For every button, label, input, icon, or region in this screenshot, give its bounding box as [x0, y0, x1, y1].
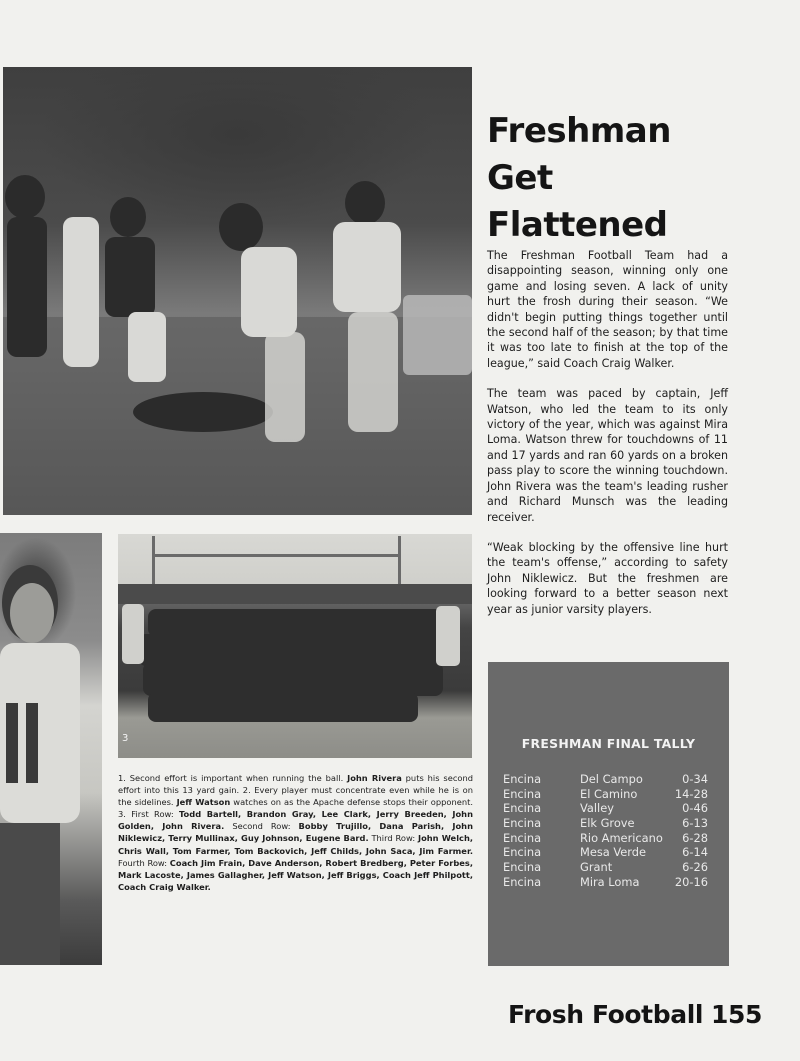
story-paragraph-2: The team was paced by captain, Jeff Watson, who led the team to its only victory of the year, which was against Mira Loma. Watson threw for touchdowns of 11 and 17 yards and ran 60 yards on a broken pass play to score the winning touchdown. John Rivera was the team's leading rusher and Richard Munsch was the leading receiver.	[487, 387, 728, 524]
action-photo-figures	[3, 67, 472, 515]
tally-home: Encina	[503, 860, 542, 875]
final-tally-box	[488, 662, 729, 966]
caption-text: Fourth Row:	[118, 857, 170, 868]
story-paragraph-1: The Freshman Football Team had a disappointing season, winning only one game and losing seven. A lack of unity hurt the frosh during their season. “We didn't begin putting things together until the second half of the season; by that time it was too late to finish at the top of the league,” said Coach Craig Walker.	[487, 249, 728, 370]
tally-home: Encina	[503, 830, 542, 845]
caption-text: Second Row:	[224, 821, 299, 832]
tally-home: Encina	[503, 874, 542, 889]
tally-home: Encina	[503, 772, 542, 786]
team-group-photo	[118, 534, 472, 758]
story-paragraph-3: “Weak blocking by the offensive line hurt the team's offense,” according to safety John Niklewicz. But the freshmen are looking forward to a better season next year as junior varsity players.	[487, 540, 728, 616]
tally-score: 6-14	[682, 845, 708, 860]
tally-row	[503, 860, 708, 875]
tally-score: 0-34	[682, 772, 708, 786]
tally-opponent: Elk Grove	[580, 816, 635, 831]
tally-home: Encina	[503, 786, 542, 801]
tally-score: 6-28	[682, 830, 708, 845]
caption-names: John Welch, Chris Wall, Tom Farmer, Tom Backovich, Jeff Childs, John Saca, Jim Farmer.	[118, 833, 474, 856]
caption-names: Bobby Trujillo, Dana Parish, John Niklewicz, Terry Mullinax, Guy Johnson, Eugene Bard.	[118, 821, 473, 844]
football-action-photo	[3, 67, 472, 515]
caption-name: Jeff Watson	[176, 797, 231, 808]
tally-score: 20-16	[674, 874, 708, 889]
tally-score: 6-26	[682, 860, 708, 875]
tally-opponent: Rio Americano	[580, 830, 663, 845]
story-body	[487, 248, 728, 632]
team-photo-figures	[118, 534, 472, 758]
tally-row	[503, 831, 708, 846]
tally-row	[503, 787, 708, 802]
caption-text: puts his second effort into this 13 yard gain. 2. Every player must concentrate even while he is on the sidelines.	[118, 773, 473, 808]
headline-line-1: Freshman	[487, 111, 671, 151]
tally-score: 14-28	[674, 786, 708, 801]
tally-opponent: El Camino	[580, 786, 638, 801]
tally-row	[503, 772, 708, 787]
caption-names: Coach Jim Frain, Dave Anderson, Robert Bredberg, Peter Forbes, Mark Lacoste, James Gallagher, Jeff Watson, Jeff Briggs, Coach Jeff Philpott, Coach Craig Walker.	[118, 857, 473, 892]
tally-row	[503, 875, 708, 890]
sideline-photo-figures	[0, 533, 102, 965]
footer-section-title: Frosh Football	[508, 1000, 704, 1029]
tally-row	[503, 801, 708, 816]
tally-opponent: Grant	[580, 860, 613, 875]
tally-home: Encina	[503, 816, 542, 831]
tally-home: Encina	[503, 801, 542, 816]
tally-opponent: Valley	[580, 801, 614, 816]
caption-text: Third Row:	[368, 833, 418, 844]
tally-row	[503, 845, 708, 860]
headline-line-2: Get	[487, 158, 553, 198]
headline-line-3: Flattened	[487, 205, 668, 245]
team-photo-number: 3	[122, 733, 129, 744]
tally-score: 0-46	[682, 801, 708, 816]
tally-table	[503, 772, 708, 890]
page-footer	[508, 1000, 778, 1029]
tally-row	[503, 816, 708, 831]
caption-text: 1. Second effort is important when running the ball.	[118, 773, 348, 783]
page-number: 155	[711, 1000, 763, 1029]
tally-home: Encina	[503, 845, 542, 860]
caption-text: watches on as the Apache defense stops their opponent. 3. First Row:	[118, 797, 473, 820]
page-headline	[487, 108, 787, 249]
tally-opponent: Del Campo	[580, 772, 643, 786]
photo-caption	[118, 772, 473, 893]
caption-names: Todd Bartell, Brandon Gray, Lee Clark, Jerry Breeden, John Golden, John Rivera.	[118, 809, 473, 832]
tally-opponent: Mesa Verde	[580, 845, 647, 860]
tally-score: 6-13	[682, 816, 708, 831]
tally-title: FRESHMAN FINAL TALLY	[521, 736, 696, 751]
tally-opponent: Mira Loma	[580, 874, 640, 889]
caption-name: John Rivera	[347, 773, 402, 783]
sideline-player-photo	[0, 533, 102, 965]
